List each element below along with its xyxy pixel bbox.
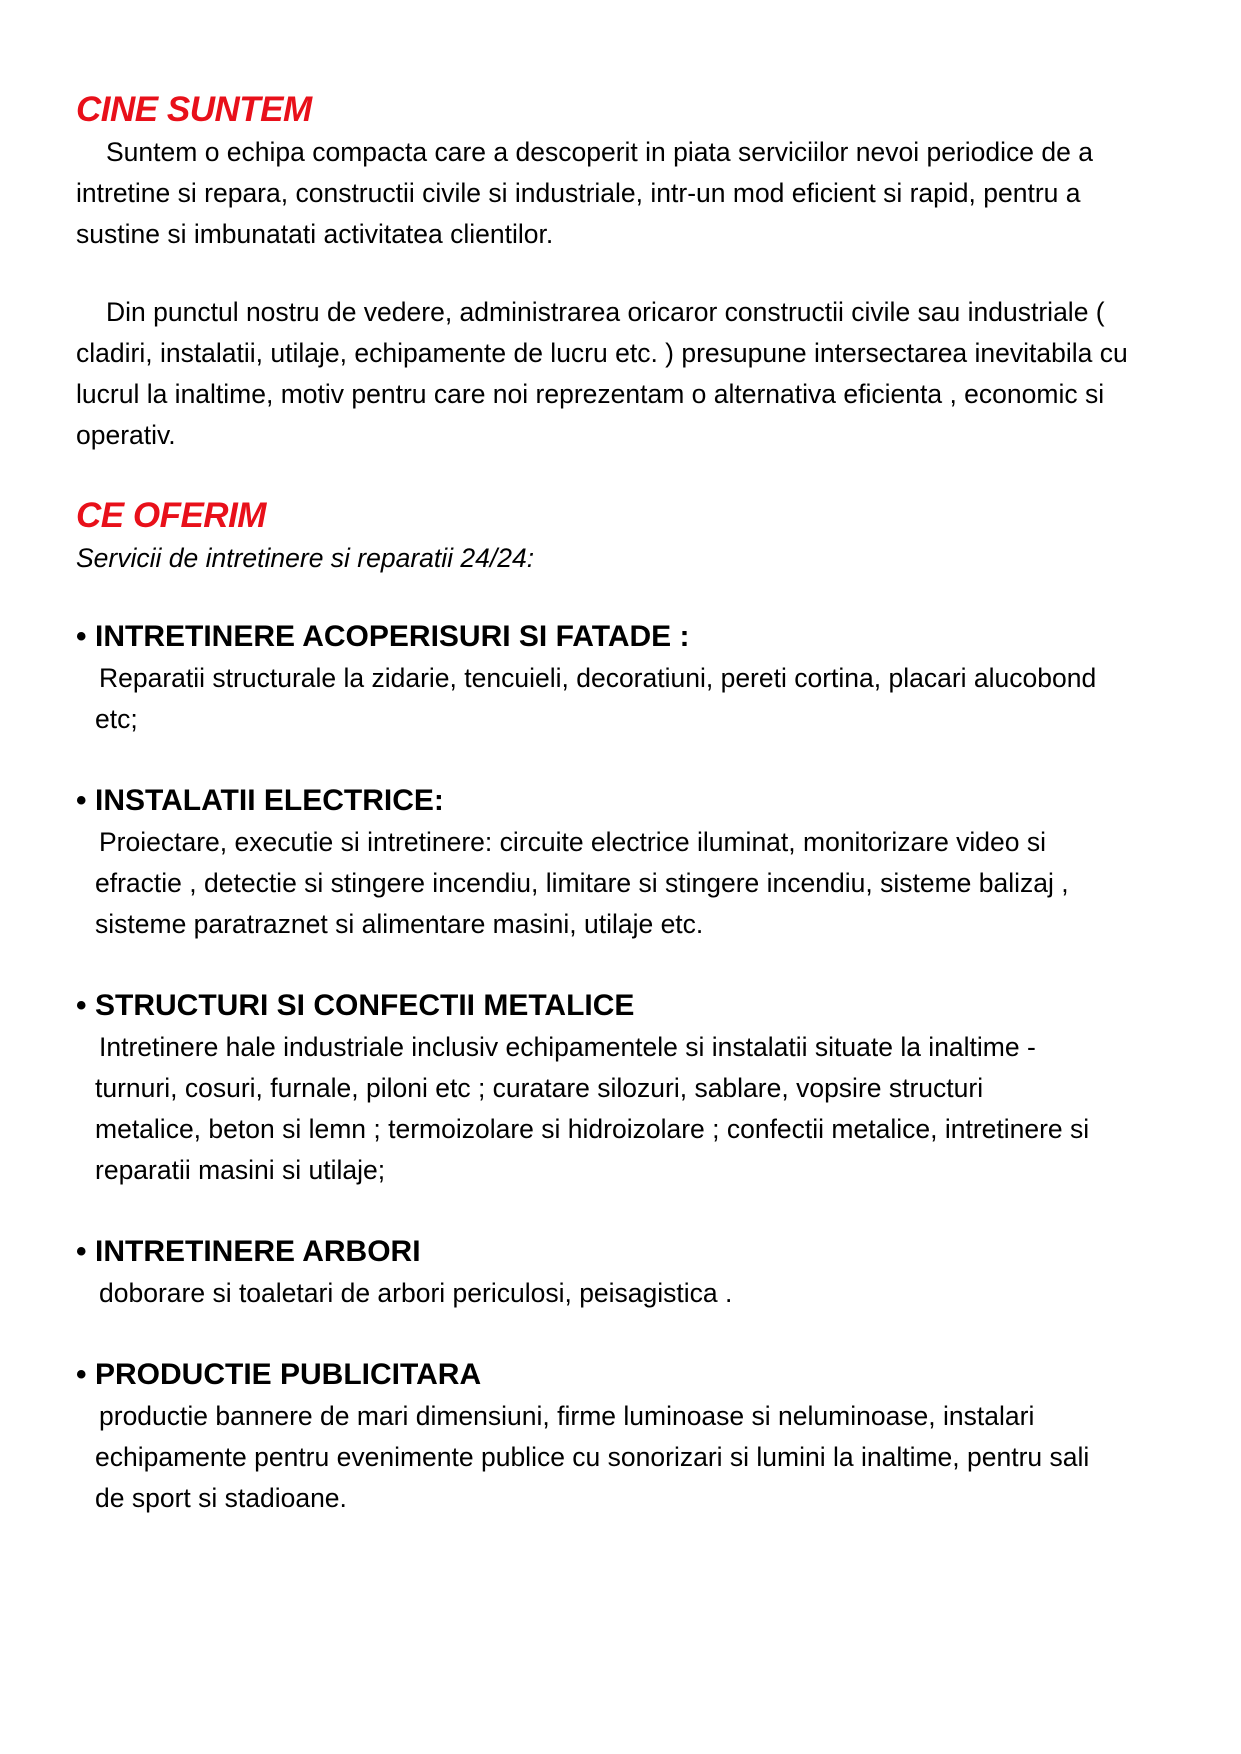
bullet-icon: •: [76, 620, 87, 653]
bullet-icon: •: [76, 989, 87, 1022]
service-heading: [76, 985, 1156, 1027]
service-roofs-facades: [76, 616, 1156, 740]
service-advertising: [76, 1354, 1156, 1519]
offer-subtitle: Servicii de intretinere si reparatii 24/24:: [76, 543, 535, 573]
about-paragraph-2: Din punctul nostru de vedere, administrarea oricaror constructii civile sau industriale ( cladiri, instalatii, utilaje, echipamente de lucru etc. ) presupune intersectarea inevitabila cu lucrul la inaltime, motiv pentru care noi reprezentam o alternativa eficienta , economic si operativ.: [76, 297, 1128, 450]
service-heading-text: INTRETINERE ARBORI: [95, 1235, 421, 1268]
service-description: Intretinere hale industriale inclusiv echipamentele si instalatii situate la inaltime - turnuri, cosuri, furnale, piloni etc ; curatare silozuri, sablare, vopsire structuri metalice, beton si lemn ; termoizolare si hidroizolare ; confectii metalice, intretinere si reparatii masini si utilaje;: [95, 1032, 1090, 1185]
service-heading-text: INSTALATII ELECTRICE:: [95, 784, 444, 817]
spacer: [76, 255, 1156, 292]
about-paragraph-1: Suntem o echipa compacta care a descoperit in piata serviciilor nevoi periodice de a intretine si repara, constructii civile si industriale, intr-un mod eficient si rapid, pentru a sustine si imbunatati activitatea clientilor.: [76, 137, 1093, 249]
spacer: [76, 740, 1156, 780]
service-description: productie bannere de mari dimensiuni, firme luminoase si neluminoase, instalari echipamente pentru evenimente publice cu sonorizari si lumini la inaltime, pentru sali de sport si stadioane.: [95, 1401, 1090, 1513]
service-description: doborare si toaletari de arbori periculosi, peisagistica .: [99, 1278, 733, 1308]
about-title: CINE SUNTEM: [76, 90, 312, 129]
service-heading-text: STRUCTURI SI CONFECTII METALICE: [95, 989, 635, 1022]
document-page: [76, 88, 1156, 1519]
spacer: [76, 945, 1156, 985]
service-heading: [76, 1354, 1156, 1396]
service-description: Proiectare, executie si intretinere: circuite electrice iluminat, monitorizare video si efractie , detectie si stingere incendiu, limitare si stingere incendiu, sisteme balizaj , sisteme paratraznet si alimentare masini, utilaje etc.: [95, 827, 1069, 939]
offer-title: CE OFERIM: [76, 496, 266, 535]
service-metal-structures: [76, 985, 1156, 1191]
spacer: [76, 578, 1156, 616]
bullet-icon: •: [76, 1358, 87, 1391]
service-heading-text: INTRETINERE ACOPERISURI SI FATADE :: [95, 620, 690, 653]
service-heading: [76, 616, 1156, 658]
spacer: [76, 1191, 1156, 1231]
bullet-icon: •: [76, 1235, 87, 1268]
service-trees: [76, 1231, 1156, 1314]
service-description: Reparatii structurale la zidarie, tencuieli, decoratiuni, pereti cortina, placari alucobond etc;: [95, 663, 1097, 734]
service-heading: [76, 780, 1156, 822]
bullet-icon: •: [76, 784, 87, 817]
service-electrical: [76, 780, 1156, 945]
service-heading: [76, 1231, 1156, 1273]
spacer: [76, 456, 1156, 494]
spacer: [76, 1314, 1156, 1354]
service-heading-text: PRODUCTIE PUBLICITARA: [95, 1358, 482, 1391]
